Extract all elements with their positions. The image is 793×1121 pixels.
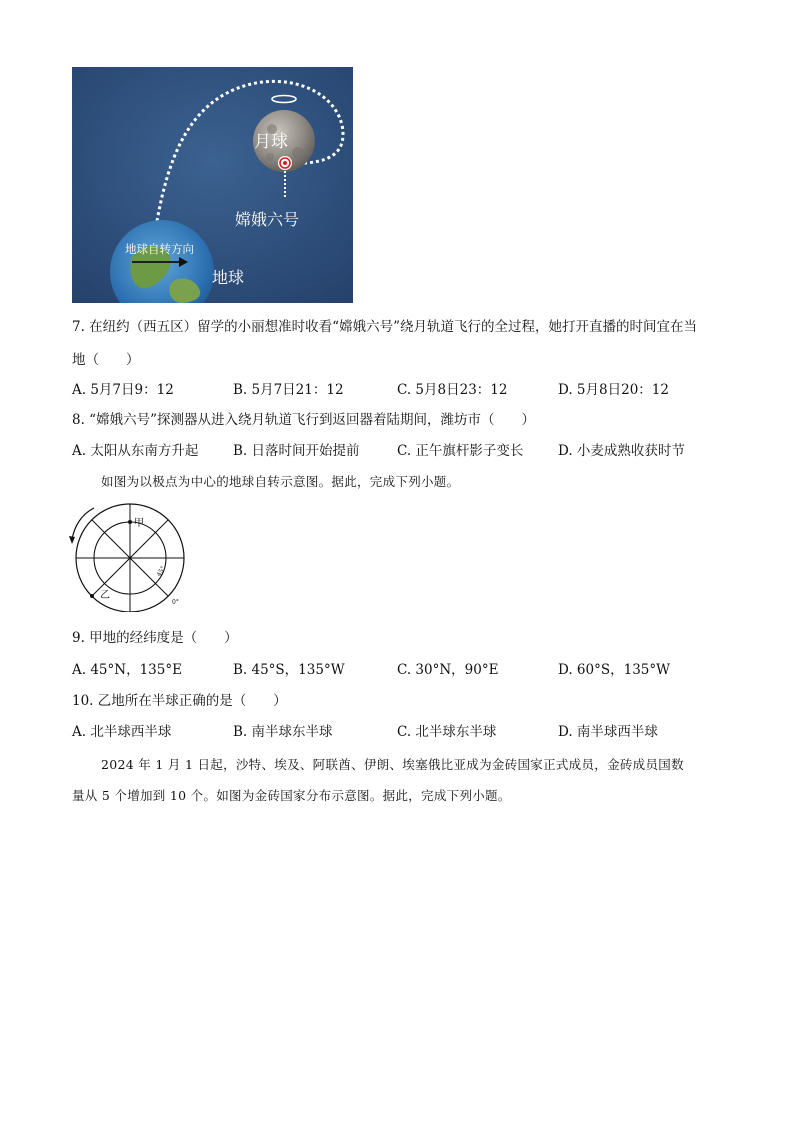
lon-label: 0° bbox=[172, 599, 179, 606]
point-b-marker bbox=[90, 594, 94, 598]
polar-diagram bbox=[68, 500, 193, 612]
q9-option-c: C. 30°N，90°E bbox=[397, 662, 499, 678]
q8-option-d: D. 小麦成熟收获时节 bbox=[558, 443, 685, 459]
q10-option-d: D. 南半球西半球 bbox=[558, 724, 658, 740]
point-b-label: 乙 bbox=[100, 590, 110, 601]
earth-label: 地球 bbox=[212, 268, 245, 287]
q10-stem: 10. 乙地所在半球正确的是（ ） bbox=[72, 693, 287, 709]
q8-option-a: A. 太阳从东南方升起 bbox=[72, 443, 199, 459]
change6-trajectory-figure bbox=[72, 67, 353, 303]
q7-option-a: A. 5月7日9：12 bbox=[72, 382, 174, 398]
q7-option-b: B. 5月7日21：12 bbox=[233, 382, 344, 398]
q9-stem: 9. 甲地的经纬度是（ ） bbox=[72, 630, 238, 646]
point-a-marker bbox=[128, 520, 132, 524]
probe-label: 嫦娥六号 bbox=[235, 210, 300, 229]
earth-rotation-label: 地球自转方向 bbox=[125, 242, 194, 256]
q7-stem-line1: 7. 在纽约（西五区）留学的小丽想准时收看“嫦娥六号”绕月轨道飞行的全过程，她打开直播的时间宜在当 bbox=[72, 319, 697, 335]
q10-option-a: A. 北半球西半球 bbox=[72, 724, 172, 740]
q8-option-c: C. 正午旗杆影子变长 bbox=[397, 443, 524, 459]
lat-label: 45° bbox=[155, 565, 168, 578]
q8-option-b: B. 日落时间开始提前 bbox=[233, 443, 360, 459]
q10-option-c: C. 北半球东半球 bbox=[397, 724, 497, 740]
q7-stem-line2: 地（ ） bbox=[72, 352, 140, 368]
q7-option-c: C. 5月8日23：12 bbox=[397, 382, 508, 398]
polar-rotation-figure bbox=[68, 500, 193, 612]
q9-option-a: A. 45°N，135°E bbox=[72, 662, 182, 678]
point-a-label: 甲 bbox=[134, 518, 144, 529]
moon-label: 月球 bbox=[254, 132, 288, 152]
q7-option-d: D. 5月8日20：12 bbox=[558, 382, 669, 398]
q9-option-d: D. 60°S，135°W bbox=[558, 662, 670, 678]
q10-option-b: B. 南半球东半球 bbox=[233, 724, 333, 740]
intro-brics-line1: 2024 年 1 月 1 日起，沙特、埃及、阿联酋、伊朗、埃塞俄比亚成为金砖国家正式成员，金砖成员国数 bbox=[101, 757, 684, 772]
intro-brics-line2: 量从 5 个增加到 10 个。如图为金砖国家分布示意图。据此，完成下列小题。 bbox=[72, 788, 511, 803]
q8-stem: 8. “嫦娥六号”探测器从进入绕月轨道飞行到返回器着陆期间，潍坊市（ ） bbox=[72, 412, 535, 428]
q9-option-b: B. 45°S，135°W bbox=[233, 662, 345, 678]
intro-polar-figure: 如图为以极点为中心的地球自转示意图。据此，完成下列小题。 bbox=[101, 474, 460, 489]
